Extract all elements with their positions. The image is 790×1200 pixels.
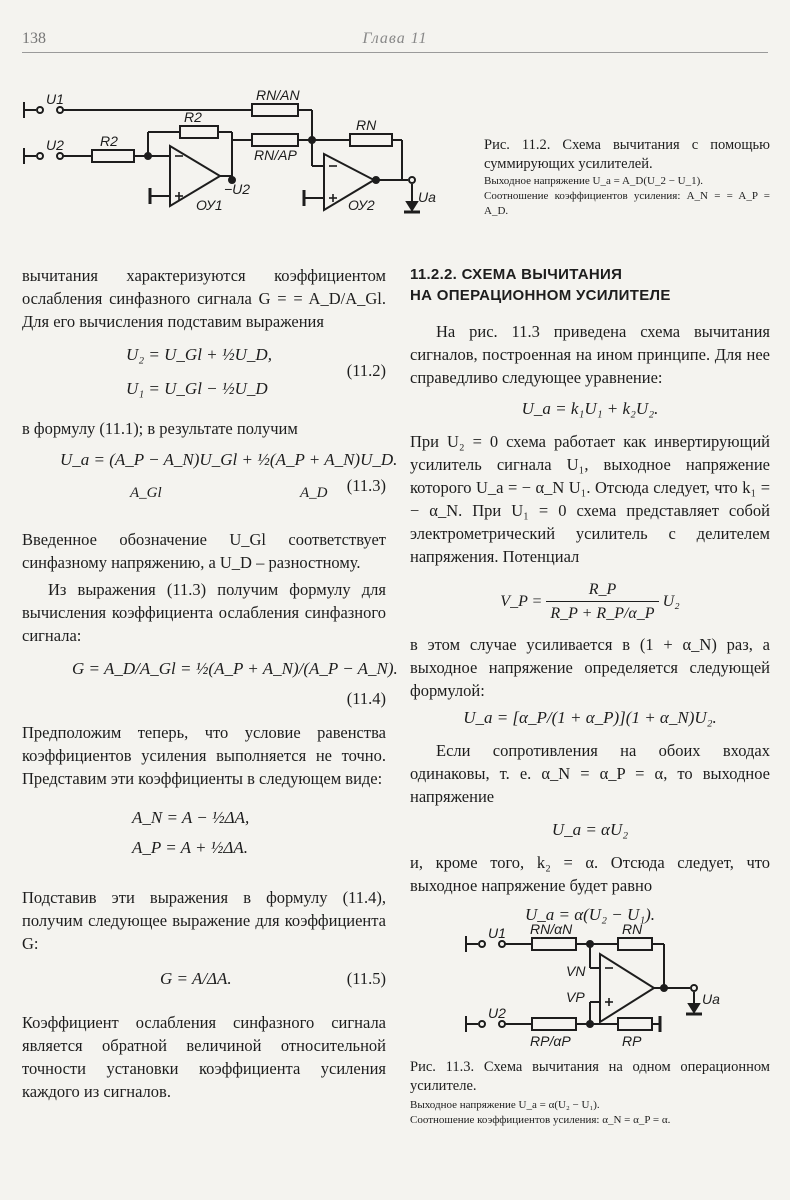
- op-amp: [600, 954, 654, 1022]
- paragraph: в формулу (11.1); в результате получим: [22, 419, 298, 438]
- label-u1: U1: [488, 925, 506, 941]
- label-ou2: ОУ2: [348, 197, 375, 213]
- equation-part: U₂: [662, 593, 680, 610]
- equation-line: G = A_D/A_Gl = ½(A_P + A_N)/(A_P − A_N).: [72, 659, 398, 678]
- equation-number: (11.2): [346, 361, 386, 380]
- label-vp: VP: [566, 989, 585, 1005]
- figure-11-3-circuit: [458, 918, 728, 1050]
- label-rn-an: RN/AN: [256, 87, 300, 103]
- equation-number: (11.5): [346, 969, 386, 988]
- figure-11-2-gain-ratio: Соотношение коэффициентов усиления: A_N = = A_P = A_D.: [484, 190, 770, 217]
- label-u2: U2: [46, 137, 64, 153]
- fraction-numerator: R_P: [546, 578, 658, 602]
- equation-line: G = A/ΔA.: [160, 969, 232, 988]
- resistor-rn: [350, 134, 392, 146]
- equation-vp: [410, 578, 770, 625]
- paragraph: Коэффициент ослабления синфазного сигнала является обратной величиной относительной точности установки коэффициента усиления каждого из сигналов.: [22, 1013, 386, 1101]
- figure-11-2-output-voltage: Выходное напряжение U_a = A_D(U_2 − U_1).: [484, 175, 704, 187]
- equation-line: A_P = A + ½ΔA.: [132, 838, 249, 857]
- label-vn: VN: [566, 963, 586, 979]
- equation-number: (11.4): [346, 689, 386, 708]
- fraction-denominator: R_P + R_P/α_P: [550, 605, 655, 622]
- equation-11-3: [22, 448, 398, 528]
- paragraph: Предположим теперь, что условие равенства коэффициентов усиления выполняется не точно. Представим эти коэффициенты в следующем виде:: [22, 723, 386, 788]
- equation-11-5: [22, 967, 386, 1007]
- equation-line: U₁ = U_Gl − ½U_D: [126, 379, 268, 398]
- equation: U_a = k₁U₁ + k₂U₂.: [521, 399, 659, 418]
- figure-11-2-circuit: [20, 84, 460, 244]
- paragraph: Из выражения (11.3) получим формулу для вычисления коэффициента ослабления синфазного сигнала:: [22, 580, 386, 645]
- resistor-rn-an: [252, 104, 298, 116]
- equation: U_a = α(U₂ − U₁).: [524, 905, 656, 924]
- figure-11-2-caption-block: [484, 136, 770, 219]
- figure-11-3-caption-block: [410, 1058, 770, 1128]
- label-rn-alpha-n: RN/αN: [530, 921, 573, 937]
- resistor-r2-feedback: [180, 126, 218, 138]
- resistor-r2-input: [92, 150, 134, 162]
- resistor-rn-alpha-n: [532, 938, 576, 950]
- equation-line: U_a = (A_P − A_N)U_Gl + ½(A_P + A_N)U_D.: [60, 450, 398, 469]
- resistor-rp-alpha-p: [532, 1018, 576, 1030]
- figure-11-2-caption: Рис. 11.2. Схема вычитания с помощью суммирующих усилителей.: [484, 137, 770, 172]
- paragraph: вычитания характеризуются коэффициентом ослабления синфазного сигнала G = = A_D/A_Gl. Для его вычисления подставим выражения: [22, 266, 386, 331]
- label-r2-feedback: R2: [184, 109, 202, 125]
- figure-11-3-caption: Рис. 11.3. Схема вычитания на одном операционном усилителе.: [410, 1059, 770, 1094]
- paragraph: При U₂ = 0 схема работает как инвертирующий усилитель сигнала U₁, выходное напряжение которого U_a = − α_N U₁. Отсюда следует, что k₁ = − α_N. При U₁ = 0 схема представляет собой электрометрический усилитель с делителем напряжения. Потенциал: [410, 432, 770, 566]
- right-column: [410, 264, 770, 926]
- paragraph: в этом случае усиливается в (1 + α_N) раз, а выходное напряжение определяется следующей формулой:: [410, 635, 770, 700]
- paragraph: Введенное обозначение U_Gl соответствует синфазному напряжению, а U_D – разностному.: [22, 530, 386, 572]
- resistor-rn: [618, 938, 652, 950]
- equation: U_a = [α_P/(1 + α_P)](1 + α_N)U₂.: [463, 708, 717, 727]
- label-rn-ap: RN/AP: [254, 147, 297, 163]
- underbrace-label: A_D: [300, 485, 328, 501]
- label-minus-u2: −U2: [224, 181, 251, 197]
- label-ou1: ОУ1: [196, 197, 223, 213]
- label-rp-alpha-p: RP/αP: [530, 1033, 571, 1049]
- chapter-title: Глава 11: [362, 30, 428, 47]
- page-number: 138: [22, 30, 46, 47]
- label-rn: RN: [622, 921, 643, 937]
- left-column: [22, 264, 398, 1103]
- label-ua: Ua: [702, 991, 720, 1007]
- equation-11-4: [22, 657, 398, 715]
- section-heading-line: НА ОПЕРАЦИОННОМ УСИЛИТЕЛЕ: [410, 287, 671, 304]
- equation-line: A_N = A − ½ΔA,: [132, 808, 250, 827]
- equation-part: V_P =: [500, 593, 543, 610]
- equation-number: (11.3): [346, 476, 386, 495]
- label-rp: RP: [622, 1033, 642, 1049]
- label-r2-input: R2: [100, 133, 118, 149]
- paragraph: и, кроме того, k₂ = α. Отсюда следует, что выходное напряжение будет равно: [410, 853, 770, 895]
- resistor-rp: [618, 1018, 652, 1030]
- paragraph: Подставив эти выражения в формулу (11.4), получим следующее выражение для коэффициента G:: [22, 888, 386, 953]
- paragraph: На рис. 11.3 приведена схема вычитания сигналов, построенная на ином принципе. Для нее справедливо следующее уравнение:: [410, 322, 770, 387]
- section-heading: [410, 264, 770, 306]
- section-heading-line: 11.2.2. СХЕМА ВЫЧИТАНИЯ: [410, 266, 623, 283]
- resistor-rn-ap: [252, 134, 298, 146]
- page-header: [22, 28, 768, 53]
- label-ua: Ua: [418, 189, 436, 205]
- paragraph: Если сопротивления на обоих входах одинаковы, т. е. α_N = α_P = α, то выходное напряжение: [410, 741, 770, 806]
- underbrace-label: A_Gl: [130, 485, 162, 501]
- equation-an-ap: [22, 806, 386, 880]
- equation-11-2: [22, 341, 386, 417]
- equation-line: U₂ = U_Gl + ½U_D,: [126, 345, 272, 364]
- label-rn: RN: [356, 117, 377, 133]
- label-u1: U1: [46, 91, 64, 107]
- figure-11-3-output-voltage: Выходное напряжение U_a = α(U₂ − U₁).: [410, 1099, 600, 1111]
- figure-11-3-gain-ratio: Соотношение коэффициентов усиления: α_N = α_P = α.: [410, 1114, 671, 1126]
- equation: U_a = αU₂: [551, 820, 629, 839]
- label-u2: U2: [488, 1005, 506, 1021]
